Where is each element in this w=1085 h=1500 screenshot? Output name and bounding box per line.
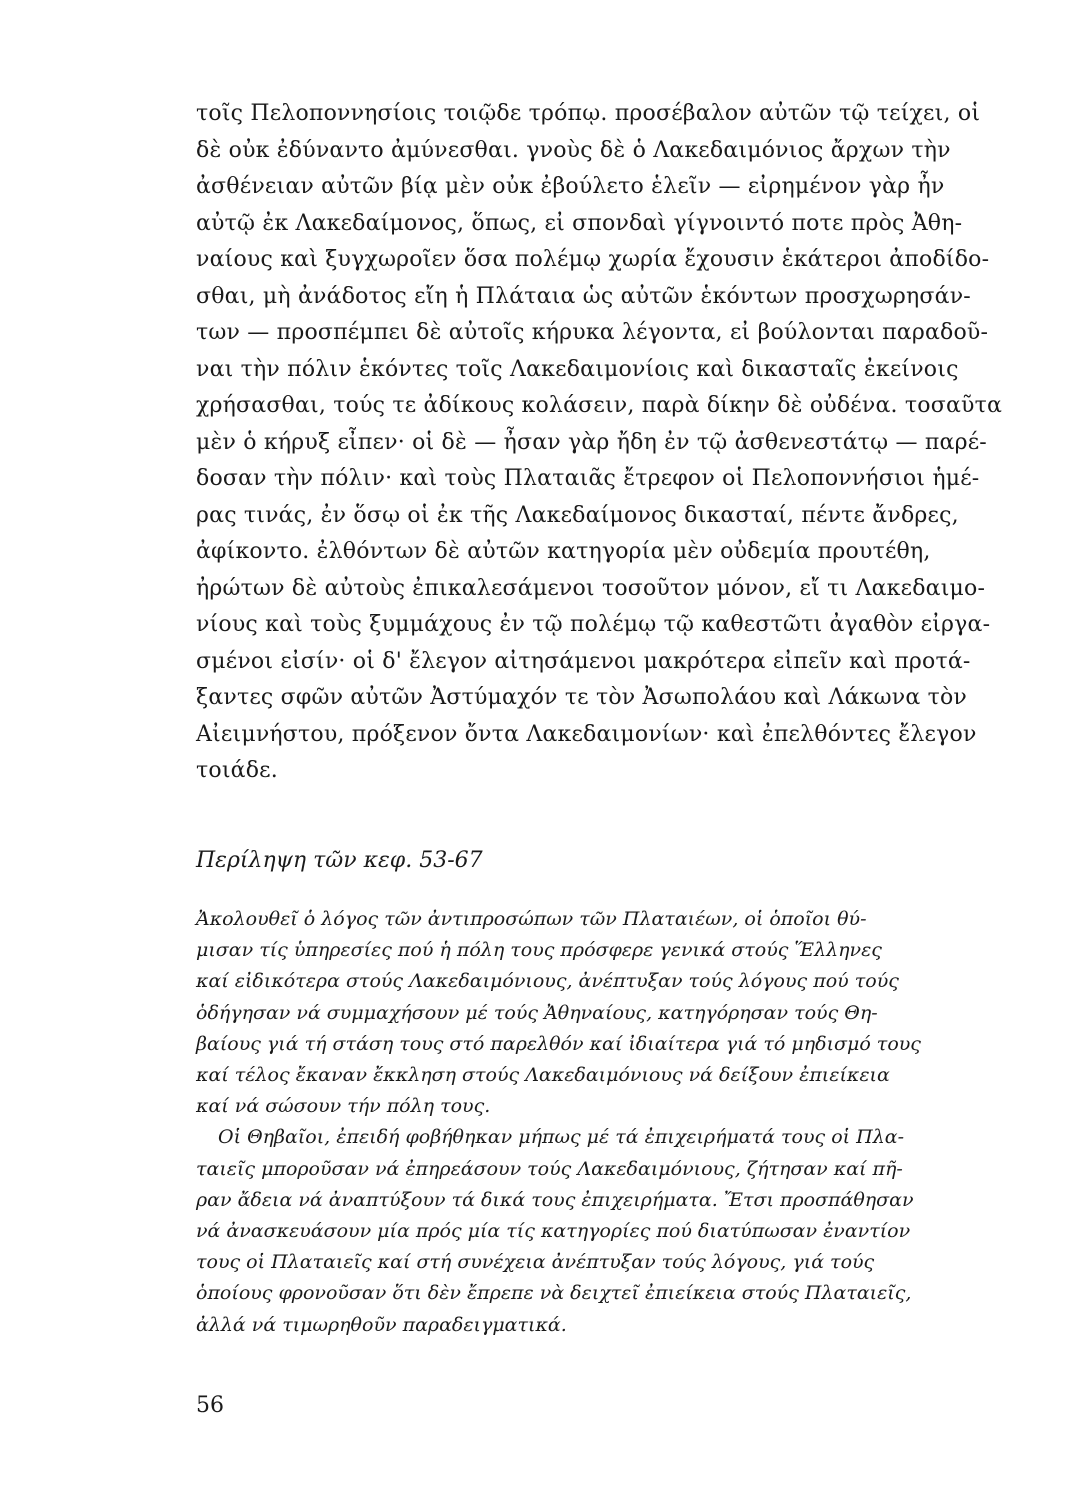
text-line: Οἱ Θηβαῖοι, ἐπειδή φοβήθηκαν μήπως μέ τά ἐπιχειρήματά τους οἱ Πλα- [218,1126,904,1149]
text-line: δοσαν τὴν πόλιν· καὶ τοὺς Πλαταιᾶς ἔτρεφον οἱ Πελοποννήσιοι ἡμέ- [196,466,980,491]
text-line: μὲν ὁ κήρυξ εἶπεν· οἱ δὲ — ἦσαν γὰρ ἤδη ἐν τῷ ἀσθενεστάτῳ — παρέ- [196,429,987,455]
text-line: σμένοι εἰσίν· οἱ δ' ἔλεγον αἰτησάμενοι μακρότερα εἰπεῖν καὶ προτά- [196,648,971,674]
text-line: ξαντες σφῶν αὐτῶν Ἀστύμαχόν τε τὸν Ἀσωπολάου καὶ Λάκωνα τὸν [196,685,967,710]
text-line: ὁδήγησαν νά συμμαχήσουν μέ τούς Ἀθηναίους, κατηγόρησαν τούς Θη- [196,1001,878,1024]
text-line: δὲ οὐκ ἐδύναντο ἀμύνεσθαι. γνοὺς δὲ ὁ Λακεδαιμόνιος ἄρχων τὴν [196,137,951,163]
text-line: τοιάδε. [196,758,278,783]
text-line: χρήσασθαι, τούς τε ἀδίκους κολάσειν, παρὰ δίκην δὲ οὐδένα. τοσαῦτα [196,393,1003,418]
text-line: τοῖς Πελοποννησίοις τοιῷδε τρόπῳ. προσέβαλον αὐτῶν τῷ τείχει, οἱ [196,101,981,126]
text-line: ρας τινάς, ἐν ὅσῳ οἱ ἐκ τῆς Λακεδαίμονος δικασταί, πέντε ἄνδρες, [196,502,959,528]
text-line: ραν ἄδεια νά ἀναπτύξουν τά δικά τους ἐπιχειρήματα. Ἔτσι προσπάθησαν [196,1188,914,1211]
text-line: καί τέλος ἔκαναν ἔκκληση στούς Λακεδαιμόνιους νά δείξουν ἐπιείκεια [196,1064,890,1087]
text-line: ἀλλά νά τιμωρηθοῦν παραδειγματικά. [196,1313,567,1336]
chapter-summary [196,904,1085,1341]
text-line: Ἀκολουθεῖ ὁ λόγος τῶν ἀντιπροσώπων τῶν Πλαταιέων, οἱ ὁποῖοι θύ- [196,908,867,930]
text-line: αὐτῷ ἐκ Λακεδαίμονος, ὅπως, εἰ σπονδαὶ γίγνοιντό ποτε πρὸς Ἀθη- [196,210,963,236]
text-line: ὁποίους φρονοῦσαν ὅτι δὲν ἔπρεπε νὰ δειχτεῖ ἐπιείκεια στούς Πλαταιεῖς, [196,1282,912,1305]
text-line: καί εἰδικότερα στούς Λακεδαιμόνιους, ἀνέπτυξαν τούς λόγους πού τούς [196,970,899,993]
text-line: καί νά σώσουν τήν πόλη τους. [196,1095,491,1118]
page-number: 56 [196,1393,224,1418]
text-line: των — προσπέμπει δὲ αὐτοῖς κήρυκα λέγοντα, εἰ βούλονται παραδοῦ- [196,320,989,345]
main-greek-text [196,96,1085,790]
text-line: ναι τὴν πόλιν ἑκόντες τοῖς Λακεδαιμονίοις καὶ δικασταῖς ἐκείνοις [196,356,959,382]
text-line: μισαν τίς ὑπηρεσίες πού ἡ πόλη τους πρόσφερε γενικά στούς Ἕλληνες [196,939,882,962]
text-line: βαίους γιά τή στάση τους στό παρελθόν καί ἰδιαίτερα γιά τό μηδισμό τους [196,1032,921,1055]
text-line: τους οἱ Πλαταιεῖς καί στή συνέχεια ἀνέπτυξαν τούς λόγους, γιά τούς [196,1251,875,1274]
text-line: ἀφίκοντο. ἐλθόντων δὲ αὐτῶν κατηγορία μὲν οὐδεμία προυτέθη, [196,539,931,564]
summary-paragraph-1 [196,904,1085,1122]
text-line: Αἰειμνήστου, πρόξενον ὄντα Λακεδαιμονίων· καὶ ἐπελθόντες ἔλεγον [196,721,977,747]
text-line: νά ἀνασκευάσουν μία πρός μία τίς κατηγορίες πού διατύπωσαν ἐναντίον [196,1220,911,1243]
text-line: σθαι, μὴ ἀνάδοτος εἴη ἡ Πλάταια ὡς αὐτῶν ἑκόντων προσχωρησάν- [196,283,971,309]
section-heading: Περίληψη τῶν κεφ. 53-67 [196,848,483,873]
text-line: ἠρώτων δὲ αὐτοὺς ἐπικαλεσάμενοι τοσοῦτον μόνον, εἴ τι Λακεδαιμο- [196,575,986,601]
text-line: ταιεῖς μποροῦσαν νά ἐπηρεάσουν τούς Λακεδαιμόνιους, ζήτησαν καί πῆ- [196,1157,903,1180]
summary-paragraph-2 [196,1122,1085,1340]
text-line: νίους καὶ τοὺς ξυμμάχους ἐν τῷ πολέμῳ τῷ καθεστῶτι ἀγαθὸν εἰργα- [196,612,991,637]
text-line: ναίους καὶ ξυγχωροῖεν ὅσα πολέμῳ χωρία ἔχουσιν ἑκάτεροι ἀποδίδο- [196,247,990,272]
text-line: ἀσθένειαν αὐτῶν βίᾳ μὲν οὐκ ἐβούλετο ἑλεῖν — εἰρημένον γὰρ ἦν [196,174,945,199]
